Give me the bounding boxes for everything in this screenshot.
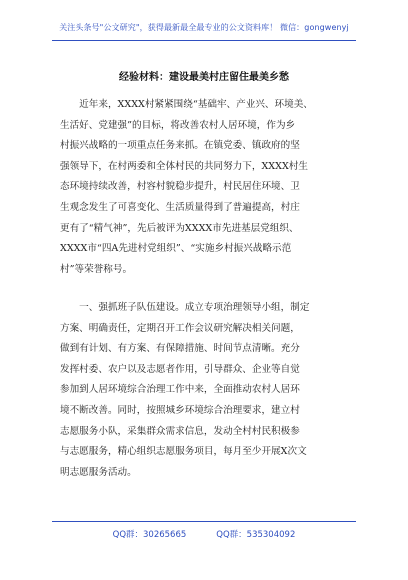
document-title: 经验材料：建设最美村庄留住最美乡愁: [119, 72, 289, 83]
footer-divider: [52, 521, 356, 522]
text-line: 明志愿服务活动。: [60, 466, 137, 478]
header-banner: 关注头条号"公文研究"，获得最新最全最专业的公文资料库！ 微信：gongwenyj: [59, 23, 349, 32]
text-line: 做到有计划、有方案、有保障措施、时间节点清晰。充分: [60, 343, 300, 355]
text-line: 近年来，XXXX村紧紧围绕“基础牢、产业兴、环境美、: [60, 99, 313, 110]
text-line: 境不断改善。同时，按照城乡环境综合治理要求，建立村: [60, 404, 300, 416]
text-line: 态环境持续改善，村容村貌稳步提升，村民居住环境、卫: [60, 181, 300, 193]
text-line: 方案、明确责任，定期召开工作会议研究解决相关问题，: [60, 322, 300, 334]
footer-qq-group-2: QQ群：535304092: [216, 530, 296, 540]
footer: [0, 528, 408, 540]
text-line: 一、强抓班子队伍建设。成立专项治理领导小组，制定: [60, 302, 310, 313]
header-divider: [52, 40, 356, 41]
text-line: 村振兴战略的一项重点任务来抓。在镇党委、镇政府的坚: [60, 140, 300, 152]
text-line: XXXX市“四A先进村党组织”、“实施乡村振兴战略示范: [60, 243, 292, 255]
text-line: 生观念发生了可喜变化、生活质量得到了普遍提高，村庄: [60, 201, 300, 213]
paragraph-team-building: [60, 298, 352, 483]
text-line: 发挥村委、农户以及志愿者作用，引导群众、企业等自觉: [60, 363, 300, 375]
text-line: 参加到人居环境综合治理工作中来，全面推动农村人居环: [60, 384, 300, 396]
text-line: 村”等荣誉称号。: [60, 263, 133, 275]
text-line: 与志愿服务，精心组织志愿服务项目，每月至少开展X次文: [60, 446, 307, 458]
paragraph-intro: [60, 95, 352, 280]
text-line: 志愿服务小队，采集群众需求信息，发动全村村民积极参: [60, 425, 300, 437]
text-line: 更有了“精气神”，先后被评为XXXX市先进基层党组织、: [60, 222, 299, 234]
text-line: 生活好、党建强”的目标，将改善农村人居环境，作为乡: [60, 119, 296, 131]
footer-qq-group-1: QQ群：30265665: [112, 530, 187, 540]
text-line: 强领导下，在村两委和全体村民的共同努力下，XXXX村生: [60, 160, 308, 172]
